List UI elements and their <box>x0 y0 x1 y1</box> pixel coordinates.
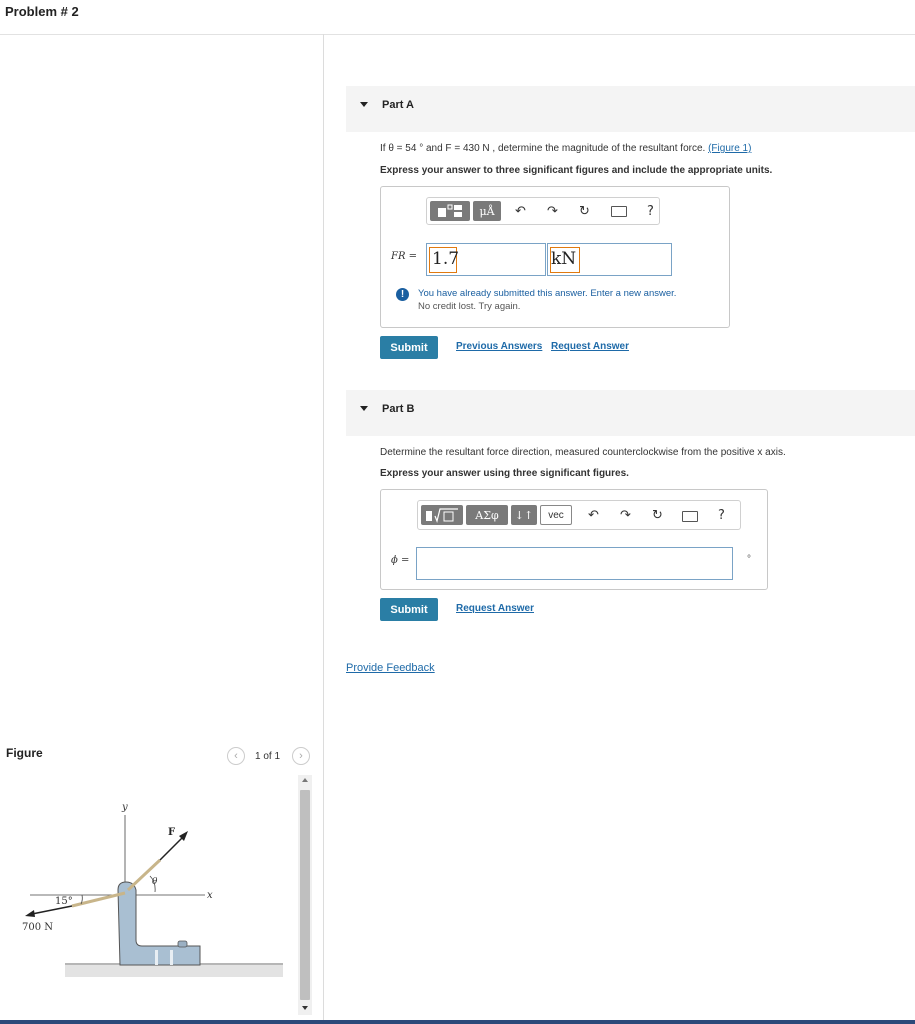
part-b-answer-box <box>380 489 768 590</box>
fr-value: 1.7 <box>432 249 460 269</box>
part-a-instruction: Express your answer to three significant figures and include the appropriate units. <box>380 165 773 176</box>
force-700n-arrowhead <box>25 910 35 917</box>
collapse-caret-icon[interactable] <box>360 406 368 411</box>
arrows-button[interactable]: ↓↑ <box>511 505 537 525</box>
part-b-label: Part B <box>382 403 415 415</box>
part-a-header[interactable] <box>346 86 915 132</box>
force-f-label: F <box>168 827 176 838</box>
bolt <box>178 941 187 947</box>
redo-icon[interactable]: ↷ <box>547 204 558 219</box>
header-divider <box>0 34 915 35</box>
prev-figure-button[interactable]: ‹ <box>227 747 245 765</box>
scroll-up-icon[interactable] <box>302 778 308 782</box>
figure-pager: 1 of 1 <box>255 751 281 762</box>
next-figure-button[interactable]: › <box>292 747 310 765</box>
collapse-caret-icon[interactable] <box>360 102 368 107</box>
templates-icon <box>435 203 465 219</box>
force-f-arrow <box>160 836 184 860</box>
problem-title: Problem # 2 <box>5 4 79 19</box>
part-a-request-answer-link[interactable]: Request Answer <box>551 341 629 352</box>
fr-label: FR = <box>391 251 418 262</box>
theta-label: θ <box>152 877 158 887</box>
fr-unit: kN <box>551 249 577 269</box>
warning-icon: ! <box>396 288 409 301</box>
part-a-toolbar <box>426 197 660 225</box>
force-700n-arrow <box>32 906 72 914</box>
warning-line-1: You have already submitted this answer. Enter a new answer. <box>418 288 677 299</box>
keyboard-icon[interactable] <box>682 511 698 522</box>
part-a-question-text: If θ = 54 ° and F = 430 N , determine the magnitude of the resultant force. <box>380 143 706 154</box>
phi-label: ϕ = <box>391 555 410 566</box>
part-b-instruction: Express your answer using three significant figures. <box>380 468 629 479</box>
y-axis-label: y <box>122 802 128 813</box>
bracket-slot <box>170 950 173 965</box>
keyboard-icon[interactable] <box>611 206 627 217</box>
undo-icon[interactable]: ↶ <box>588 508 599 523</box>
vec-button[interactable]: vec <box>540 505 572 525</box>
figure-title: Figure <box>6 746 43 760</box>
part-b-header[interactable] <box>346 390 915 436</box>
provide-feedback-link[interactable]: Provide Feedback <box>346 662 435 674</box>
part-b-submit-button[interactable]: Submit <box>380 598 438 621</box>
part-b-toolbar <box>417 500 741 530</box>
reset-icon[interactable]: ↻ <box>652 508 663 523</box>
part-b-question: Determine the resultant force direction, measured counterclockwise from the positive x axis. <box>380 447 786 458</box>
fr-value-input[interactable] <box>426 243 546 276</box>
part-a-label: Part A <box>382 99 414 111</box>
bracket-slot <box>155 950 158 965</box>
force-700n-label: 700 N <box>22 922 54 933</box>
redo-icon[interactable]: ↷ <box>620 508 631 523</box>
panel-divider <box>323 34 324 1024</box>
phi-value-input[interactable] <box>416 547 733 580</box>
templates-button[interactable] <box>430 201 470 221</box>
scroll-thumb[interactable] <box>300 790 310 1000</box>
bracket <box>118 882 200 965</box>
angle-15-label: 15° <box>55 896 73 907</box>
undo-icon[interactable]: ↶ <box>515 204 526 219</box>
help-icon[interactable]: ? <box>718 508 725 523</box>
greek-symbols-button[interactable]: ΑΣφ <box>466 505 508 525</box>
part-a-submit-button[interactable]: Submit <box>380 336 438 359</box>
figure-1-link[interactable]: (Figure 1) <box>708 143 752 154</box>
templates-radical-icon <box>424 507 460 523</box>
help-icon[interactable]: ? <box>647 204 654 219</box>
fr-unit-input[interactable] <box>547 243 672 276</box>
x-axis-label: x <box>207 890 213 901</box>
math-templates-button[interactable] <box>421 505 463 525</box>
figure-1-diagram <box>0 790 298 990</box>
degree-unit: ° <box>747 554 751 565</box>
part-b-request-answer-link[interactable]: Request Answer <box>456 603 534 614</box>
bottom-bar <box>0 1020 915 1024</box>
part-a-question <box>380 143 751 154</box>
units-button[interactable]: μÅ <box>473 201 501 221</box>
scroll-down-icon[interactable] <box>302 1006 308 1010</box>
warning-line-2: No credit lost. Try again. <box>418 301 521 312</box>
part-a-answer-box <box>380 186 730 328</box>
previous-answers-link[interactable]: Previous Answers <box>456 341 543 352</box>
reset-icon[interactable]: ↻ <box>579 204 590 219</box>
